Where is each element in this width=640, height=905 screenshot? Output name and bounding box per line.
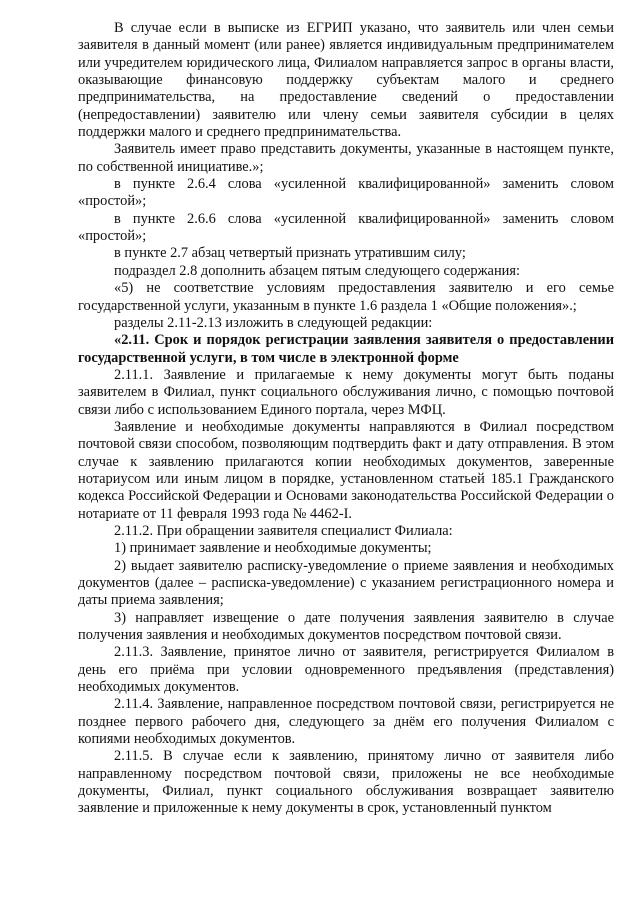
paragraph-2-11-1: 2.11.1. Заявление и прилагаемые к нему документы могут быть поданы заявителем в Филиал, пункт социального обслуживания лично, с помощью почтовой связи либо с использованием Единого портала, через МФЦ.	[78, 366, 614, 418]
section-heading-2-11: «2.11. Срок и порядок регистрации заявления заявителя о предоставлении государственной услуги, в том числе в электронной форме	[78, 332, 614, 366]
paragraph-postal-submission: Заявление и необходимые документы направляются в Филиал посредством почтовой связи способом, позволяющим подтвердить факт и дату отправления. В этом случае к заявлению прилагаются копии необходимых документов, заверенные нотариусом или иным лицом в порядке, установленном статьей 185.1 Гражданского кодекса Российской Федерации и Основами законодательства Российской Федерации о нотариате от 11 февраля 1993 года № 4462-I.	[78, 418, 614, 522]
paragraph-2-11-2: 2.11.2. При обращении заявителя специалист Филиала:	[114, 522, 453, 539]
paragraph-2-11-3: 2.11.3. Заявление, принятое лично от заявителя, регистрируется Филиалом в день его приёма при условии одновременного предъявления (представления) необходимых документов.	[78, 644, 614, 696]
paragraph-amend-2-6-6: в пункте 2.6.6 слова «усиленной квалифицированной» заменить словом «простой»;	[78, 210, 614, 245]
paragraph-2-11-2-item-1: 1) принимает заявление и необходимые документы;	[114, 540, 432, 557]
paragraph-sections-2-11-2-13: разделы 2.11-2.13 изложить в следующей редакции:	[114, 314, 433, 331]
paragraph-amend-2-7: в пункте 2.7 абзац четвертый признать утратившим силу;	[114, 245, 466, 262]
paragraph-amend-2-6-4: в пункте 2.6.4 слова «усиленной квалифицированной» заменить словом «простой»;	[78, 176, 614, 210]
paragraph-2-11-5: 2.11.5. В случае если к заявлению, принятому лично от заявителя либо направленному посредством почтовой связи, приложены не все необходимые документы, Филиал, пункт социального обслуживания возвращает заявителю заявление и приложенные к нему документы в срок, установленный пунктом	[78, 748, 614, 817]
paragraph-egrip-request: В случае если в выписке из ЕГРИП указано, что заявитель или член семьи заявителя в данный момент (или ранее) является индивидуальным предпринимателем или учредителем юридического лица, Филиалом направляется запрос в органы власти, оказывающие финансовую поддержку субъектам малого и среднего предпринимательства, на предоставление сведений о предоставлении (непредоставлении) заявителю или члену семьи заявителя субсидии в целях поддержки малого и среднего предпринимательства.	[78, 20, 614, 141]
paragraph-2-11-2-item-2: 2) выдает заявителю расписку-уведомление о приеме заявления и необходимых документов (далее – расписка-уведомление) с указанием регистрационного номера и даты приема заявления;	[78, 557, 614, 609]
paragraph-2-11-2-item-3: 3) направляет извещение о дате получения заявления заявителю в случае получения заявления и необходимых документов посредством почтовой связи.	[78, 609, 614, 644]
paragraph-amend-2-8: подраздел 2.8 дополнить абзацем пятым следующего содержания:	[114, 262, 520, 279]
paragraph-2-11-4: 2.11.4. Заявление, направленное посредством почтовой связи, регистрируется не позднее первого рабочего дня, следующего за днём его получения Филиалом с копиями необходимых документов.	[78, 696, 614, 748]
paragraph-own-initiative: Заявитель имеет право представить документы, указанные в настоящем пункте, по собственной инициативе.»;	[78, 141, 614, 175]
paragraph-item-5: «5) не соответствие условиям предоставления заявителю и его семье государственной услуги, указанным в пункте 1.6 раздела 1 «Общие положения».;	[78, 280, 614, 314]
